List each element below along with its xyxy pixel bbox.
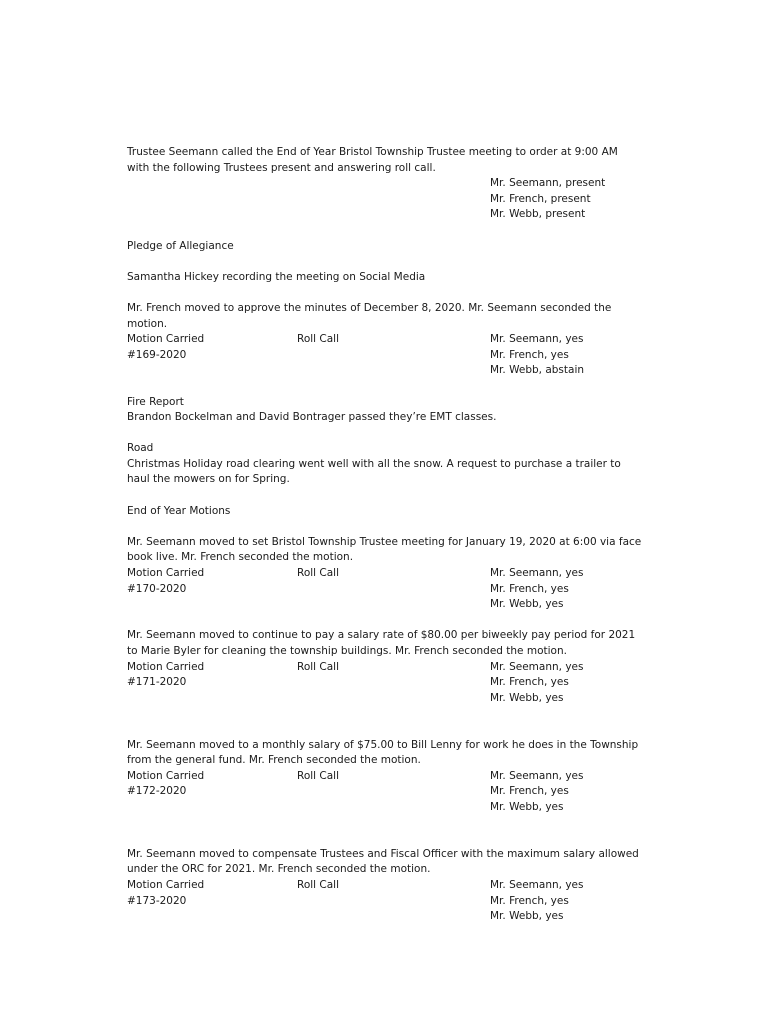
vote-row [127, 332, 687, 348]
motion-number: #169-2020 [127, 348, 187, 361]
motion-number: #171-2020 [127, 676, 187, 689]
motion-result: Motion Carried [127, 660, 205, 673]
attendance-webb: Mr. Webb, present [490, 208, 586, 221]
vote-webb: Mr. Webb, yes [490, 598, 564, 611]
vote-row [127, 675, 687, 691]
vote-row [127, 878, 687, 894]
motion-line-2: under the ORC for 2021. Mr. French seconded the motion. [127, 863, 431, 876]
attendance-row [127, 207, 687, 223]
motion-line-1: Mr. Seemann moved to compensate Trustees and Fiscal Officer with the maximum salary allowed [127, 847, 639, 860]
motion-number: #173-2020 [127, 894, 187, 907]
vote-french: Mr. French, yes [490, 894, 569, 907]
vote-webb: Mr. Webb, yes [490, 691, 564, 704]
roll-call-label: Roll Call [297, 567, 340, 580]
vote-french: Mr. French, yes [490, 348, 569, 361]
vote-row [127, 909, 687, 925]
opening-line-2: with the following Trustees present and answering roll call. [127, 161, 436, 174]
attendance-french: Mr. French, present [490, 192, 591, 205]
vote-seemann: Mr. Seemann, yes [490, 567, 584, 580]
attendance-row [127, 192, 687, 208]
motion-line-1: Mr. Seemann moved to a monthly salary of $75.00 to Bill Lenny for work he does in the Township [127, 738, 639, 751]
vote-seemann: Mr. Seemann, yes [490, 333, 584, 346]
motion-number: #170-2020 [127, 582, 187, 595]
end-of-year-heading: End of Year Motions [127, 504, 231, 517]
vote-row [127, 769, 687, 785]
motion-line-1: Mr. Seemann moved to set Bristol Township Trustee meeting for January 19, 2020 at 6:00 via face [127, 535, 642, 548]
motion-result: Motion Carried [127, 769, 205, 782]
motion-number: #172-2020 [127, 785, 187, 798]
vote-french: Mr. French, yes [490, 676, 569, 689]
roll-call-label: Roll Call [297, 878, 340, 891]
attendance-seemann: Mr. Seemann, present [490, 177, 606, 190]
vote-row [127, 800, 687, 816]
opening-line-1: Trustee Seemann called the End of Year Bristol Township Trustee meeting to order at 9:00 AM [127, 146, 618, 158]
meeting-minutes-page [127, 145, 687, 925]
roll-call-label: Roll Call [297, 333, 340, 346]
road-line-2: haul the mowers on for Spring. [127, 473, 290, 486]
vote-row [127, 566, 687, 582]
pledge-text: Pledge of Allegiance [127, 239, 234, 252]
minutes-motion-line-2: motion. [127, 317, 168, 330]
motion-result: Motion Carried [127, 878, 205, 891]
motion-line-2: book live. Mr. French seconded the motion. [127, 551, 354, 564]
vote-row [127, 597, 687, 613]
attendance-row [127, 176, 687, 192]
vote-seemann: Mr. Seemann, yes [490, 878, 584, 891]
motion-line-2: from the general fund. Mr. French seconded the motion. [127, 754, 421, 767]
vote-webb: Mr. Webb, yes [490, 910, 564, 923]
roll-call-label: Roll Call [297, 769, 340, 782]
vote-webb: Mr. Webb, abstain [490, 364, 585, 377]
vote-seemann: Mr. Seemann, yes [490, 769, 584, 782]
vote-french: Mr. French, yes [490, 785, 569, 798]
vote-row [127, 348, 687, 364]
vote-row [127, 582, 687, 598]
motion-result: Motion Carried [127, 333, 205, 346]
vote-webb: Mr. Webb, yes [490, 800, 564, 813]
vote-row [127, 691, 687, 707]
road-heading: Road [127, 442, 154, 455]
roll-call-label: Roll Call [297, 660, 340, 673]
road-line-1: Christmas Holiday road clearing went well with all the snow. A request to purchase a trailer to [127, 457, 621, 470]
minutes-motion-line-1: Mr. French moved to approve the minutes of December 8, 2020. Mr. Seemann seconded the [127, 301, 612, 314]
motion-line-1: Mr. Seemann moved to continue to pay a salary rate of $80.00 per biweekly pay period for 2021 [127, 629, 636, 642]
vote-row [127, 784, 687, 800]
fire-text: Brandon Bockelman and David Bontrager passed they’re EMT classes. [127, 411, 497, 424]
vote-row [127, 363, 687, 379]
motion-line-2: to Marie Byler for cleaning the township buildings. Mr. French seconded the motion. [127, 645, 567, 657]
vote-row [127, 660, 687, 676]
vote-french: Mr. French, yes [490, 582, 569, 595]
vote-row [127, 894, 687, 910]
motion-result: Motion Carried [127, 567, 205, 580]
social-media-text: Samantha Hickey recording the meeting on Social Media [127, 270, 426, 283]
fire-heading: Fire Report [127, 395, 184, 408]
vote-seemann: Mr. Seemann, yes [490, 660, 584, 673]
